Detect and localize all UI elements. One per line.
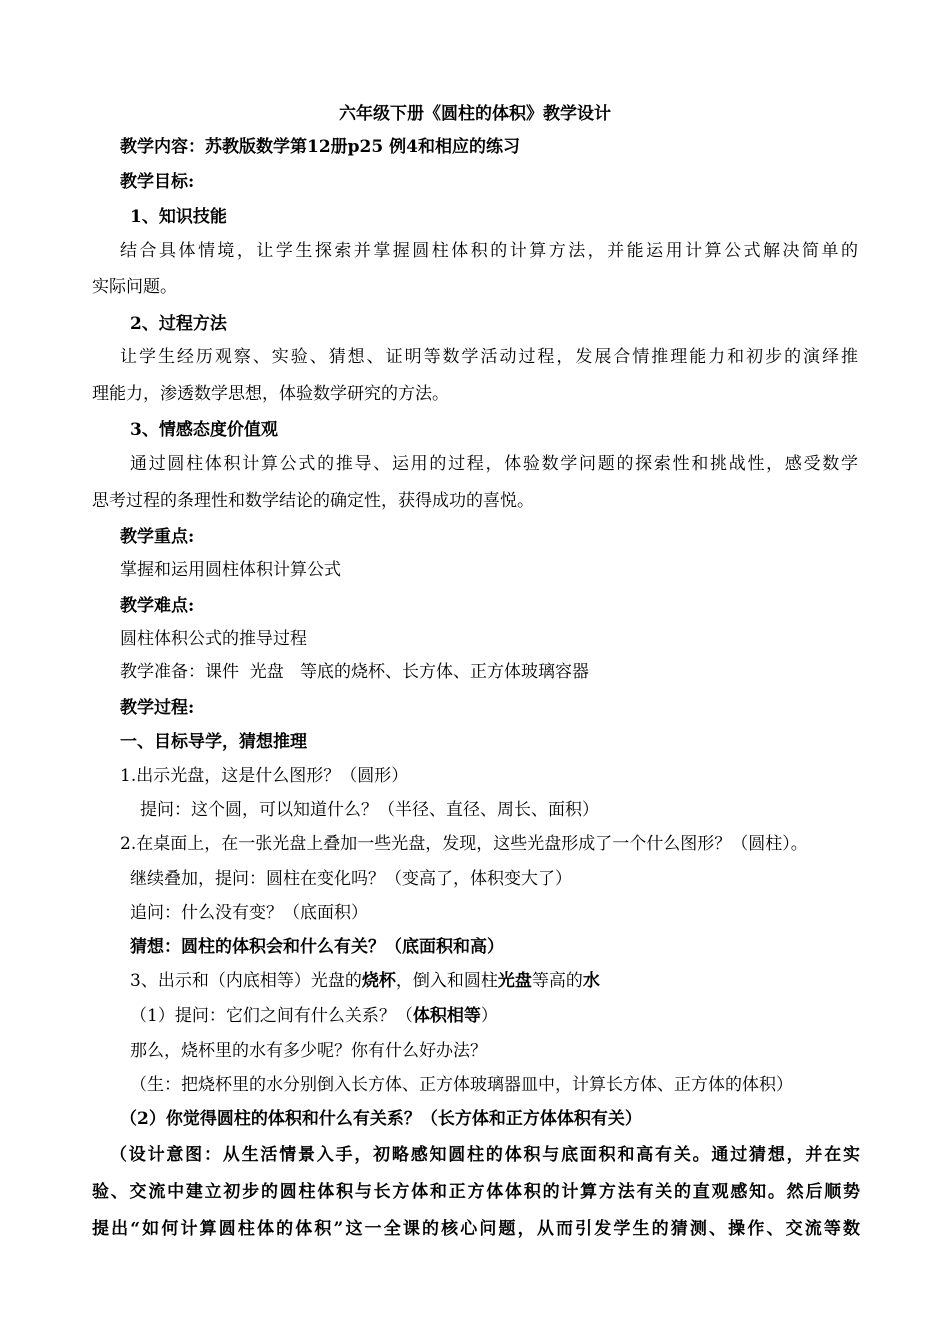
teaching-content: 教学内容：苏教版数学第12册p25 例4和相应的练习 <box>120 137 520 157</box>
step-3-disc: 光盘 <box>497 971 532 991</box>
step-3-question-1 <box>130 1005 498 1027</box>
step-3-text-a: 3、出示和（内底相等）光盘的 <box>130 971 362 991</box>
difficulty-heading: 教学难点: <box>120 596 195 616</box>
design-intent-line-3: 提出“如何计算圆柱体的体积”这一全课的核心问题，从而引发学生的猜测、操作、交流等数 <box>92 1219 860 1239</box>
teaching-preparation: 教学准备：课件 光盘 等底的烧杯、长方体、正方体玻璃容器 <box>120 662 590 682</box>
step-2-followup: 追问：什么没有变？（底面积） <box>130 903 368 923</box>
step-3-question-2: （2）你觉得圆柱的体积和什么有关系？（长方体和正方体体积有关） <box>120 1109 642 1129</box>
q1-text-a: （1）提问：它们之间有什么关系？（ <box>130 1006 413 1026</box>
goals-heading: 教学目标: <box>120 172 195 192</box>
goal-3-heading: 3、情感态度价值观 <box>130 420 278 440</box>
goal-2-text-cont: 理能力，渗透数学思想，体验数学研究的方法。 <box>92 384 449 404</box>
step-2-question: 继续叠加，提问：圆柱在变化吗？（变高了，体积变大了） <box>130 869 572 889</box>
goal-1-text-cont: 实际问题。 <box>92 277 177 297</box>
goal-1-heading: 1、知识技能 <box>130 207 227 227</box>
goal-3-text-cont: 思考过程的条理性和数学结论的确定性，获得成功的喜悦。 <box>92 491 534 511</box>
step-1-question: 提问：这个圆，可以知道什么？（半径、直径、周长、面积） <box>140 800 599 820</box>
process-heading: 教学过程: <box>120 698 195 718</box>
student-answer: （生：把烧杯里的水分别倒入长方体、正方体玻璃器皿中，计算长方体、正方体的体积） <box>130 1075 793 1095</box>
difficulty-text: 圆柱体积公式的推导过程 <box>120 629 307 649</box>
guess: 猜想：圆柱的体积会和什么有关？（底面积和高） <box>130 937 504 957</box>
section-1-heading: 一、目标导学，猜想推理 <box>120 732 307 752</box>
goal-2-text: 让学生经历观察、实验、猜想、证明等数学活动过程，发展合情推理能力和初步的演绎推 <box>120 347 858 367</box>
step-3-prompt: 那么，烧杯里的水有多少呢？你有什么好办法？ <box>130 1041 487 1061</box>
design-intent-line-2: 验、交流中建立初步的圆柱体积与长方体和正方体体积的计算方法有关的直观感知。然后顺势 <box>92 1182 860 1202</box>
document-title: 六年级下册《圆柱的体积》教学设计 <box>339 104 611 124</box>
step-1: 1.出示光盘，这是什么图形？（圆形） <box>120 766 409 786</box>
step-3-water: 水 <box>582 971 600 991</box>
goal-1-text: 结合具体情境，让学生探索并掌握圆柱体积的计算方法，并能运用计算公式解决简单的 <box>120 241 858 261</box>
step-3-text-e: 等高的 <box>531 971 583 991</box>
key-points-heading: 教学重点: <box>120 527 195 547</box>
goal-3-text: 通过圆柱体积计算公式的推导、运用的过程，体验数学问题的探索性和挑战性，感受数学 <box>130 454 858 474</box>
q1-text-c: ） <box>480 1006 498 1026</box>
step-3 <box>130 970 600 992</box>
step-3-beaker: 烧杯 <box>361 971 396 991</box>
q1-answer: 体积相等 <box>412 1006 481 1026</box>
step-2: 2.在桌面上，在一张光盘上叠加一些光盘，发现，这些光盘形成了一个什么图形？（圆柱）。 <box>120 834 808 854</box>
design-intent-line-1: （设计意图：从生活情景入手，初略感知圆柱的体积与底面积和高有关。通过猜想，并在实 <box>110 1145 860 1165</box>
key-points-text: 掌握和运用圆柱体积计算公式 <box>120 560 341 580</box>
goal-2-heading: 2、过程方法 <box>130 314 227 334</box>
step-3-text-c: ，倒入和圆柱 <box>395 971 498 991</box>
